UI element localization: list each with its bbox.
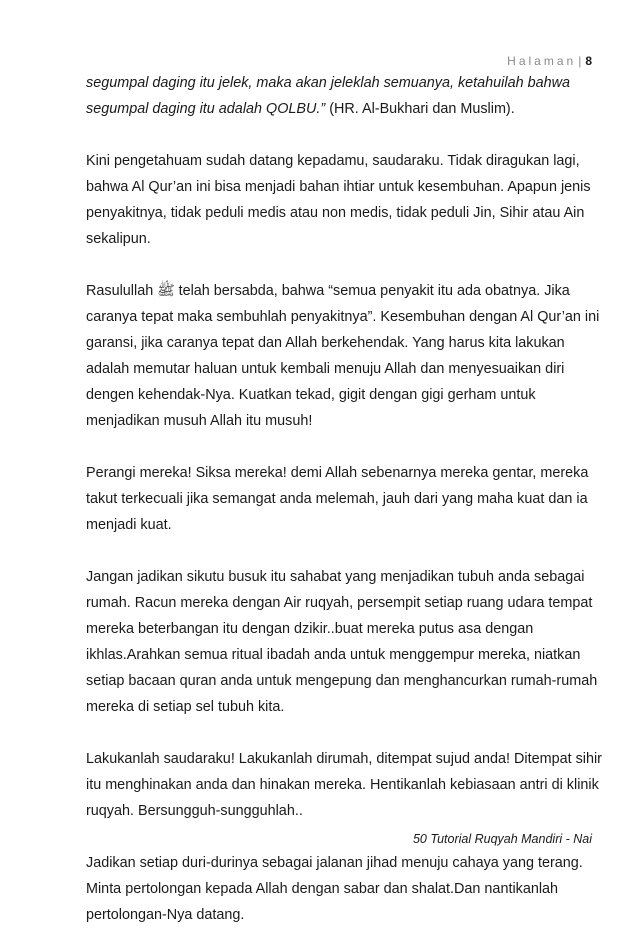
page-header [507,54,592,68]
paragraph-2: Kini pengetahuam sudah datang kepadamu, saudaraku. Tidak diragukan lagi, bahwa Al Qur’an ini bisa menjadi bahan ihtiar untuk kesembuhan. Apapun jenis penyakitnya, tidak peduli medis atau non medis, tidak peduli Jin, Sihir atau Ain sekalipun. [86,153,591,247]
body-text [86,70,606,928]
page-number: 8 [585,54,592,68]
paragraph-1 [86,70,606,122]
paragraph-6: Lakukanlah saudaraku! Lakukanlah dirumah, ditempat sujud anda! Ditempat sihir itu menghinakan anda dan hinakan mereka. Hentikanlah kebiasaan antri di klinik ruqyah. Bersungguh-sungguhlah.. [86,751,602,819]
header-label: Halaman [507,54,577,68]
hadith-quote-italic: segumpal daging itu jelek, maka akan jeleklah semuanya, ketahuilah bahwa segumpal daging itu adalah QOLBU.” [86,75,570,117]
paragraph-3: Rasulullah ﷺ telah bersabda, bahwa “semua penyakit itu ada obatnya. Jika caranya tepat maka sembuhlah penyakitnya”. Kesembuhan dengan Al Qur’an ini garansi, jika caranya tepat dan Allah berkehendak. Yang harus kita lakukan adalah memutar haluan untuk kembali menuju Allah dan menyesuaikan diri dengen kehendak-Nya. Kuatkan tekad, gigit dengan gigi gerham untuk menjadikan musuh Allah itu musuh! [86,283,600,429]
header-separator: | [578,54,582,68]
page-footer: 50 Tutorial Ruqyah Mandiri - Nai [412,832,592,846]
hadith-source: (HR. Al-Bukhari dan Muslim). [325,101,515,117]
paragraph-7: Jadikan setiap duri-durinya sebagai jalanan jihad menuju cahaya yang terang. Minta pertolongan kepada Allah dengan sabar dan shalat.Dan nantikanlah pertolongan-Nya datang. [86,855,583,923]
paragraph-5: Jangan jadikan sikutu busuk itu sahabat yang menjadikan tubuh anda sebagai rumah. Racun mereka dengan Air ruqyah, persempit setiap ruang udara tempat mereka beterbangan itu dengan dzikir..buat mereka putus asa dengan ikhlas.Arahkan semua ritual ibadah anda untuk menggempur mereka, niatkan setiap bacaan quran anda untuk mengepung dan menghancurkan rumah-rumah mereka di setiap sel tubuh kita. [86,569,598,715]
paragraph-4: Perangi mereka! Siksa mereka! demi Allah sebenarnya mereka gentar, mereka takut terkecuali jika semangat anda melemah, jauh dari yang maha kuat dan ia menjadi kuat. [86,465,589,533]
